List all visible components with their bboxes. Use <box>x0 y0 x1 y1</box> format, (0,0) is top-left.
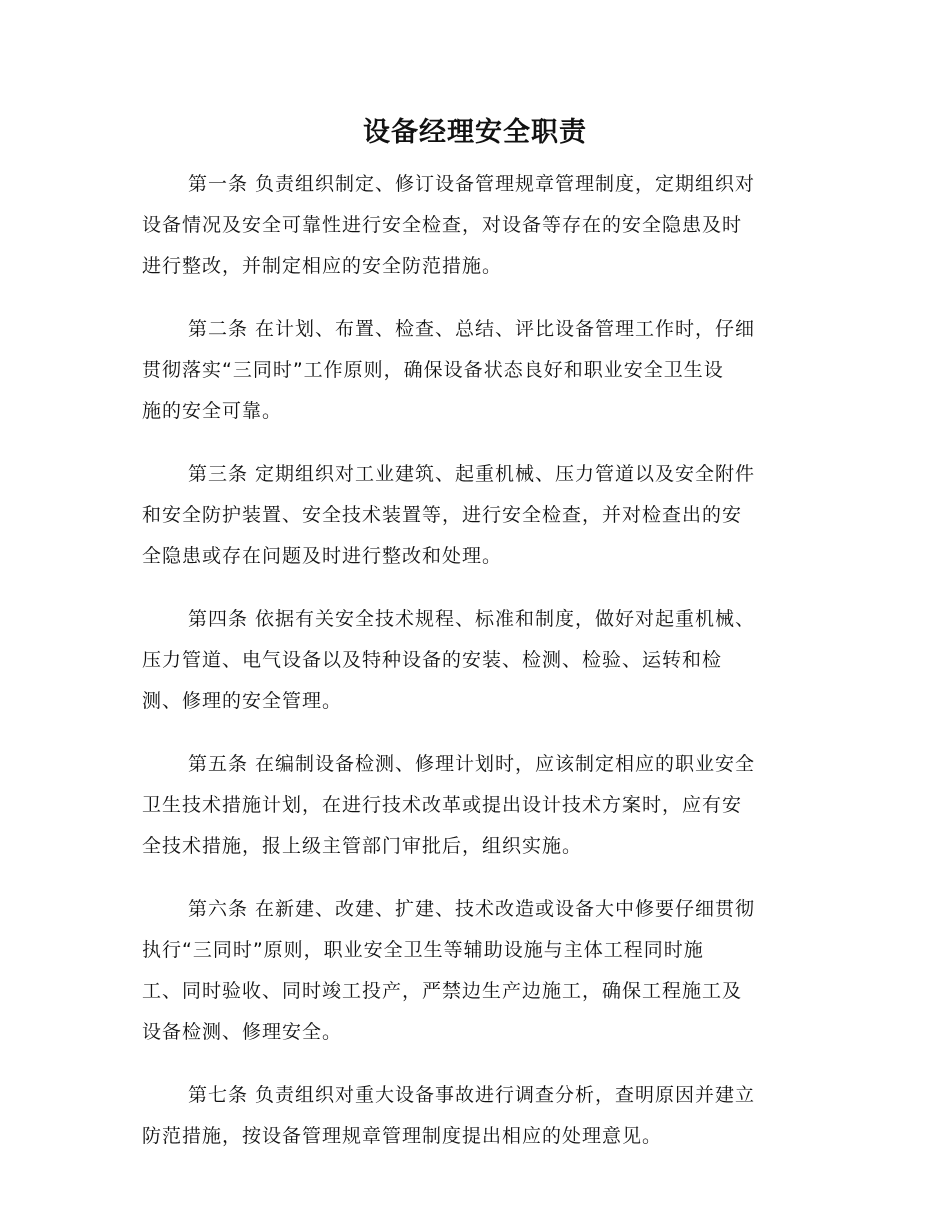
article-line: 第二条 在计划、布置、检查、总结、评比设备管理工作时，仔细 <box>188 318 756 340</box>
article-line: 执行“三同时”原则，职业安全卫生等辅助设施与主体工程同时施 <box>142 939 704 961</box>
article-line: 第一条 负责组织制定、修订设备管理规章管理制度，定期组织对 <box>188 173 756 195</box>
article-line: 全技术措施，报上级主管部门审批后，组织实施。 <box>142 835 583 857</box>
article-line: 进行整改，并制定相应的安全防范措施。 <box>142 255 503 277</box>
article-line: 全隐患或存在问题及时进行整改和处理。 <box>142 545 503 567</box>
article-7 <box>142 1075 810 1157</box>
article-line: 设备检测、修理安全。 <box>142 1021 343 1043</box>
article-line: 设备情况及安全可靠性进行安全检查，对设备等存在的安全隐患及时 <box>142 214 743 236</box>
article-line: 压力管道、电气设备以及特种设备的安装、检测、检验、运转和检 <box>142 649 723 671</box>
article-line: 测、修理的安全管理。 <box>142 690 343 712</box>
article-2 <box>142 309 810 432</box>
article-4 <box>142 599 810 722</box>
article-6 <box>142 889 810 1053</box>
article-line: 第六条 在新建、改建、扩建、技术改造或设备大中修要仔细贯彻 <box>188 898 756 920</box>
article-line: 工、同时验收、同时竣工投产，严禁边生产边施工，确保工程施工及 <box>142 980 743 1002</box>
article-line: 贯彻落实“三同时”工作原则，确保设备状态良好和职业安全卫生设 <box>142 359 724 381</box>
article-3 <box>142 454 810 577</box>
article-line: 第三条 定期组织对工业建筑、起重机械、压力管道以及安全附件 <box>188 463 756 485</box>
article-line: 防范措施，按设备管理规章管理制度提出相应的处理意见。 <box>142 1125 663 1147</box>
article-5 <box>142 744 810 867</box>
article-line: 第七条 负责组织对重大设备事故进行调查分析，查明原因并建立 <box>188 1084 756 1106</box>
article-1 <box>142 164 810 287</box>
article-line: 和安全防护装置、安全技术装置等，进行安全检查，并对检查出的安 <box>142 504 743 526</box>
article-line: 第四条 依据有关安全技术规程、标准和制度，做好对起重机械、 <box>188 608 756 630</box>
document-body <box>142 164 810 1179</box>
article-line: 施的安全可靠。 <box>142 400 283 422</box>
article-line: 卫生技术措施计划，在进行技术改革或提出设计技术方案时，应有安 <box>142 794 743 816</box>
article-line: 第五条 在编制设备检测、修理计划时，应该制定相应的职业安全 <box>188 753 756 775</box>
document-title: 设备经理安全职责 <box>363 117 587 148</box>
